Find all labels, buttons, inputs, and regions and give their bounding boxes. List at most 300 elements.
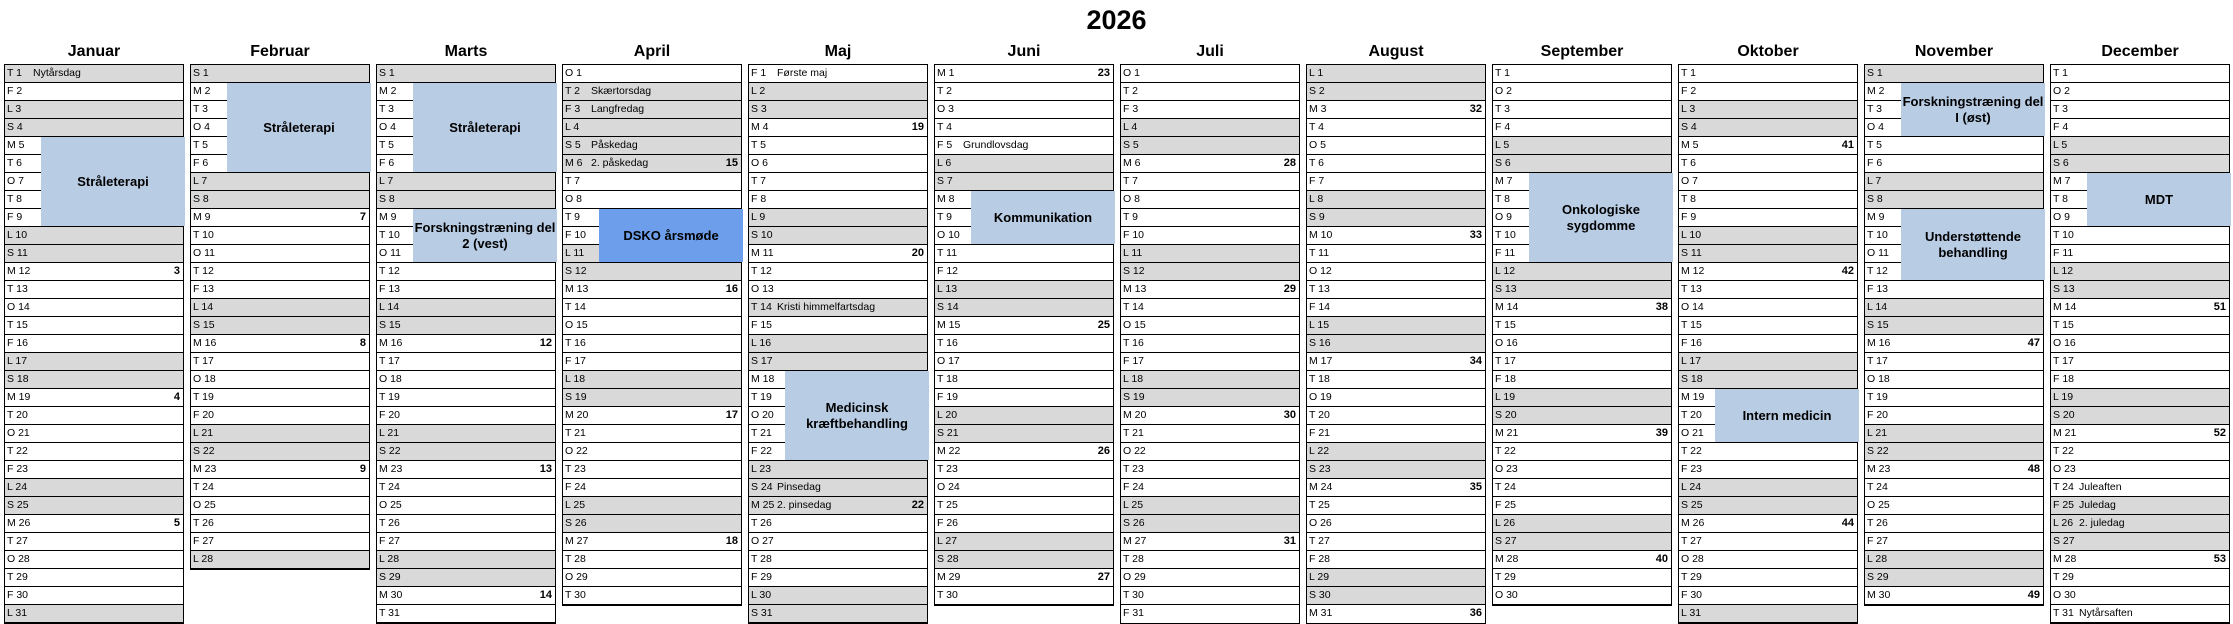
day-row[interactable]	[1679, 533, 1857, 551]
day-row[interactable]	[1121, 515, 1299, 533]
day-row[interactable]	[1679, 191, 1857, 209]
day-row[interactable]	[935, 173, 1113, 191]
day-row[interactable]	[5, 407, 183, 425]
day-row[interactable]	[749, 317, 927, 335]
day-row[interactable]	[191, 281, 369, 299]
day-row[interactable]	[1307, 299, 1485, 317]
day-row[interactable]	[935, 407, 1113, 425]
day-row[interactable]	[1865, 353, 2043, 371]
day-row[interactable]	[1679, 119, 1857, 137]
day-row[interactable]	[1865, 497, 2043, 515]
day-row[interactable]	[563, 317, 741, 335]
day-row[interactable]	[5, 227, 183, 245]
day-row[interactable]	[749, 263, 927, 281]
day-row[interactable]	[2051, 245, 2229, 263]
day-row[interactable]	[1679, 443, 1857, 461]
day-row[interactable]	[2051, 137, 2229, 155]
day-row[interactable]	[5, 389, 183, 407]
day-row[interactable]	[191, 443, 369, 461]
day-row[interactable]	[1493, 119, 1671, 137]
day-row[interactable]	[191, 263, 369, 281]
day-row[interactable]	[2051, 353, 2229, 371]
day-row[interactable]	[191, 353, 369, 371]
day-row[interactable]	[935, 533, 1113, 551]
day-row[interactable]	[1307, 227, 1485, 245]
day-row[interactable]	[1493, 443, 1671, 461]
day-row[interactable]	[563, 155, 741, 173]
event-block[interactable]: DSKO årsmøde	[599, 209, 743, 262]
day-row[interactable]	[5, 65, 183, 83]
day-row[interactable]	[1865, 371, 2043, 389]
day-row[interactable]	[749, 605, 927, 623]
day-row[interactable]	[935, 245, 1113, 263]
day-row[interactable]	[1121, 497, 1299, 515]
day-row[interactable]	[749, 497, 927, 515]
day-row[interactable]	[191, 497, 369, 515]
day-row[interactable]	[2051, 407, 2229, 425]
day-row[interactable]	[1121, 569, 1299, 587]
day-row[interactable]	[377, 335, 555, 353]
day-row[interactable]	[563, 119, 741, 137]
day-row[interactable]	[563, 371, 741, 389]
day-row[interactable]	[1493, 335, 1671, 353]
day-row[interactable]	[563, 479, 741, 497]
day-row[interactable]	[2051, 587, 2229, 605]
day-row[interactable]	[1307, 407, 1485, 425]
day-row[interactable]	[1865, 137, 2043, 155]
day-row[interactable]	[563, 569, 741, 587]
day-row[interactable]	[191, 371, 369, 389]
day-row[interactable]	[1307, 605, 1485, 623]
day-row[interactable]	[935, 83, 1113, 101]
day-row[interactable]	[1307, 425, 1485, 443]
day-row[interactable]	[935, 263, 1113, 281]
day-row[interactable]	[2051, 605, 2229, 623]
day-row[interactable]	[1121, 461, 1299, 479]
day-row[interactable]	[1121, 389, 1299, 407]
day-row[interactable]	[191, 461, 369, 479]
day-row[interactable]	[1307, 335, 1485, 353]
day-row[interactable]	[1493, 497, 1671, 515]
day-row[interactable]	[1679, 461, 1857, 479]
day-row[interactable]	[563, 173, 741, 191]
day-row[interactable]	[935, 371, 1113, 389]
day-row[interactable]	[935, 335, 1113, 353]
day-row[interactable]	[935, 515, 1113, 533]
event-block[interactable]: MDT	[2087, 173, 2231, 226]
day-row[interactable]	[1121, 443, 1299, 461]
day-row[interactable]	[563, 281, 741, 299]
day-row[interactable]	[377, 497, 555, 515]
day-row[interactable]	[2051, 227, 2229, 245]
day-row[interactable]	[5, 317, 183, 335]
day-row[interactable]	[1493, 65, 1671, 83]
day-row[interactable]	[1121, 533, 1299, 551]
day-row[interactable]	[191, 227, 369, 245]
day-row[interactable]	[2051, 569, 2229, 587]
day-row[interactable]	[1121, 245, 1299, 263]
day-row[interactable]	[1307, 119, 1485, 137]
day-row[interactable]	[1307, 281, 1485, 299]
day-row[interactable]	[191, 191, 369, 209]
day-row[interactable]	[1307, 371, 1485, 389]
day-row[interactable]	[1307, 137, 1485, 155]
day-row[interactable]	[1307, 155, 1485, 173]
event-block[interactable]: Kommunikation	[971, 191, 1115, 244]
day-row[interactable]	[1679, 281, 1857, 299]
day-row[interactable]	[1307, 101, 1485, 119]
day-row[interactable]	[2051, 119, 2229, 137]
day-row[interactable]	[2051, 497, 2229, 515]
day-row[interactable]	[749, 209, 927, 227]
day-row[interactable]	[1493, 281, 1671, 299]
day-row[interactable]	[1679, 101, 1857, 119]
day-row[interactable]	[1679, 155, 1857, 173]
day-row[interactable]	[749, 533, 927, 551]
day-row[interactable]	[1679, 245, 1857, 263]
day-row[interactable]	[1493, 407, 1671, 425]
day-row[interactable]	[1121, 83, 1299, 101]
day-row[interactable]	[1307, 83, 1485, 101]
day-row[interactable]	[749, 299, 927, 317]
day-row[interactable]	[1493, 389, 1671, 407]
day-row[interactable]	[1865, 299, 2043, 317]
day-row[interactable]	[2051, 101, 2229, 119]
day-row[interactable]	[935, 101, 1113, 119]
day-row[interactable]	[935, 155, 1113, 173]
day-row[interactable]	[749, 227, 927, 245]
day-row[interactable]	[1865, 191, 2043, 209]
day-row[interactable]	[1121, 587, 1299, 605]
day-row[interactable]	[1679, 317, 1857, 335]
day-row[interactable]	[563, 497, 741, 515]
day-row[interactable]	[5, 443, 183, 461]
day-row[interactable]	[2051, 299, 2229, 317]
day-row[interactable]	[5, 551, 183, 569]
day-row[interactable]	[749, 119, 927, 137]
day-row[interactable]	[1307, 515, 1485, 533]
day-row[interactable]	[191, 515, 369, 533]
day-row[interactable]	[1307, 587, 1485, 605]
day-row[interactable]	[563, 137, 741, 155]
day-row[interactable]	[749, 551, 927, 569]
day-row[interactable]	[377, 281, 555, 299]
day-row[interactable]	[1121, 407, 1299, 425]
day-row[interactable]	[377, 191, 555, 209]
day-row[interactable]	[1865, 317, 2043, 335]
day-row[interactable]	[5, 83, 183, 101]
day-row[interactable]	[1679, 605, 1857, 623]
day-row[interactable]	[1865, 461, 2043, 479]
day-row[interactable]	[377, 605, 555, 623]
day-row[interactable]	[5, 533, 183, 551]
day-row[interactable]	[1121, 137, 1299, 155]
day-row[interactable]	[1121, 119, 1299, 137]
day-row[interactable]	[1493, 425, 1671, 443]
day-row[interactable]	[5, 569, 183, 587]
day-row[interactable]	[1121, 101, 1299, 119]
day-row[interactable]	[1307, 263, 1485, 281]
day-row[interactable]	[191, 479, 369, 497]
day-row[interactable]	[749, 461, 927, 479]
day-row[interactable]	[749, 353, 927, 371]
day-row[interactable]	[2051, 263, 2229, 281]
day-row[interactable]	[1493, 101, 1671, 119]
day-row[interactable]	[2051, 389, 2229, 407]
day-row[interactable]	[191, 245, 369, 263]
day-row[interactable]	[563, 425, 741, 443]
day-row[interactable]	[935, 119, 1113, 137]
day-row[interactable]	[1493, 137, 1671, 155]
event-block[interactable]: Stråleterapi	[413, 83, 557, 172]
day-row[interactable]	[1307, 389, 1485, 407]
day-row[interactable]	[5, 515, 183, 533]
day-row[interactable]	[2051, 335, 2229, 353]
day-row[interactable]	[1679, 569, 1857, 587]
day-row[interactable]	[1679, 263, 1857, 281]
day-row[interactable]	[2051, 83, 2229, 101]
day-row[interactable]	[377, 425, 555, 443]
day-row[interactable]	[2051, 533, 2229, 551]
day-row[interactable]	[1679, 551, 1857, 569]
day-row[interactable]	[191, 533, 369, 551]
day-row[interactable]	[749, 479, 927, 497]
day-row[interactable]	[5, 461, 183, 479]
day-row[interactable]	[5, 587, 183, 605]
day-row[interactable]	[1121, 65, 1299, 83]
day-row[interactable]	[1121, 281, 1299, 299]
day-row[interactable]	[377, 551, 555, 569]
day-row[interactable]	[935, 479, 1113, 497]
day-row[interactable]	[935, 353, 1113, 371]
event-block[interactable]: Forskningstræning del 2 (vest)	[413, 209, 557, 262]
day-row[interactable]	[1121, 191, 1299, 209]
day-row[interactable]	[1307, 461, 1485, 479]
day-row[interactable]	[563, 101, 741, 119]
day-row[interactable]	[749, 101, 927, 119]
day-row[interactable]	[1865, 389, 2043, 407]
day-row[interactable]	[563, 335, 741, 353]
day-row[interactable]	[377, 65, 555, 83]
day-row[interactable]	[1679, 479, 1857, 497]
day-row[interactable]	[1307, 551, 1485, 569]
day-row[interactable]	[749, 83, 927, 101]
day-row[interactable]	[1121, 317, 1299, 335]
day-row[interactable]	[1679, 515, 1857, 533]
day-row[interactable]	[1121, 371, 1299, 389]
day-row[interactable]	[1865, 335, 2043, 353]
day-row[interactable]	[2051, 443, 2229, 461]
day-row[interactable]	[749, 245, 927, 263]
day-row[interactable]	[749, 587, 927, 605]
day-row[interactable]	[5, 263, 183, 281]
event-block[interactable]: Understøttende behandling	[1901, 209, 2045, 280]
day-row[interactable]	[2051, 317, 2229, 335]
day-row[interactable]	[935, 497, 1113, 515]
day-row[interactable]	[377, 353, 555, 371]
day-row[interactable]	[2051, 65, 2229, 83]
day-row[interactable]	[935, 569, 1113, 587]
day-row[interactable]	[1493, 155, 1671, 173]
day-row[interactable]	[191, 173, 369, 191]
day-row[interactable]	[5, 335, 183, 353]
day-row[interactable]	[935, 425, 1113, 443]
day-row[interactable]	[1493, 317, 1671, 335]
day-row[interactable]	[5, 605, 183, 623]
day-row[interactable]	[1679, 137, 1857, 155]
event-block[interactable]: Forskningstræning del I (øst)	[1901, 83, 2045, 136]
event-block[interactable]: Intern medicin	[1715, 389, 1859, 442]
day-row[interactable]	[749, 515, 927, 533]
day-row[interactable]	[563, 443, 741, 461]
day-row[interactable]	[563, 533, 741, 551]
day-row[interactable]	[1679, 173, 1857, 191]
day-row[interactable]	[377, 263, 555, 281]
day-row[interactable]	[563, 263, 741, 281]
day-row[interactable]	[1121, 173, 1299, 191]
day-row[interactable]	[5, 353, 183, 371]
day-row[interactable]	[1307, 191, 1485, 209]
day-row[interactable]	[1307, 533, 1485, 551]
day-row[interactable]	[5, 479, 183, 497]
day-row[interactable]	[1307, 209, 1485, 227]
day-row[interactable]	[563, 353, 741, 371]
day-row[interactable]	[1865, 515, 2043, 533]
day-row[interactable]	[377, 371, 555, 389]
day-row[interactable]	[377, 299, 555, 317]
day-row[interactable]	[563, 83, 741, 101]
day-row[interactable]	[1865, 587, 2043, 605]
event-block[interactable]: Stråleterapi	[41, 137, 185, 226]
day-row[interactable]	[191, 65, 369, 83]
day-row[interactable]	[1493, 353, 1671, 371]
day-row[interactable]	[563, 65, 741, 83]
day-row[interactable]	[2051, 479, 2229, 497]
day-row[interactable]	[1865, 551, 2043, 569]
day-row[interactable]	[2051, 515, 2229, 533]
day-row[interactable]	[749, 281, 927, 299]
day-row[interactable]	[1307, 245, 1485, 263]
day-row[interactable]	[935, 137, 1113, 155]
day-row[interactable]	[2051, 281, 2229, 299]
day-row[interactable]	[191, 407, 369, 425]
day-row[interactable]	[191, 335, 369, 353]
day-row[interactable]	[191, 425, 369, 443]
day-row[interactable]	[1307, 65, 1485, 83]
day-row[interactable]	[935, 551, 1113, 569]
day-row[interactable]	[1121, 335, 1299, 353]
day-row[interactable]	[5, 371, 183, 389]
day-row[interactable]	[563, 299, 741, 317]
day-row[interactable]	[1865, 533, 2043, 551]
day-row[interactable]	[1865, 443, 2043, 461]
day-row[interactable]	[1865, 65, 2043, 83]
day-row[interactable]	[1307, 353, 1485, 371]
event-block[interactable]: Medicinsk kræftbehandling	[785, 371, 929, 460]
day-row[interactable]	[749, 191, 927, 209]
day-row[interactable]	[1865, 155, 2043, 173]
day-row[interactable]	[191, 389, 369, 407]
day-row[interactable]	[377, 443, 555, 461]
day-row[interactable]	[563, 389, 741, 407]
day-row[interactable]	[377, 407, 555, 425]
day-row[interactable]	[1679, 299, 1857, 317]
day-row[interactable]	[2051, 371, 2229, 389]
day-row[interactable]	[1679, 371, 1857, 389]
day-row[interactable]	[749, 173, 927, 191]
day-row[interactable]	[1493, 533, 1671, 551]
day-row[interactable]	[749, 335, 927, 353]
day-row[interactable]	[5, 119, 183, 137]
day-row[interactable]	[1865, 479, 2043, 497]
day-row[interactable]	[1121, 209, 1299, 227]
day-row[interactable]	[377, 569, 555, 587]
day-row[interactable]	[749, 155, 927, 173]
day-row[interactable]	[935, 299, 1113, 317]
day-row[interactable]	[1493, 587, 1671, 605]
day-row[interactable]	[5, 425, 183, 443]
day-row[interactable]	[2051, 425, 2229, 443]
day-row[interactable]	[1307, 569, 1485, 587]
day-row[interactable]	[1679, 227, 1857, 245]
day-row[interactable]	[1307, 443, 1485, 461]
day-row[interactable]	[191, 299, 369, 317]
day-row[interactable]	[2051, 155, 2229, 173]
day-row[interactable]	[191, 317, 369, 335]
day-row[interactable]	[1121, 425, 1299, 443]
day-row[interactable]	[1865, 407, 2043, 425]
day-row[interactable]	[1121, 605, 1299, 623]
day-row[interactable]	[935, 281, 1113, 299]
day-row[interactable]	[5, 245, 183, 263]
day-row[interactable]	[191, 551, 369, 569]
day-row[interactable]	[1865, 569, 2043, 587]
day-row[interactable]	[563, 551, 741, 569]
day-row[interactable]	[5, 299, 183, 317]
day-row[interactable]	[1493, 461, 1671, 479]
day-row[interactable]	[1121, 479, 1299, 497]
day-row[interactable]	[1121, 263, 1299, 281]
day-row[interactable]	[1679, 335, 1857, 353]
day-row[interactable]	[1121, 353, 1299, 371]
day-row[interactable]	[2051, 461, 2229, 479]
day-row[interactable]	[749, 65, 927, 83]
day-row[interactable]	[1121, 551, 1299, 569]
day-row[interactable]	[1121, 299, 1299, 317]
day-row[interactable]	[377, 389, 555, 407]
day-row[interactable]	[563, 191, 741, 209]
day-row[interactable]	[2051, 551, 2229, 569]
day-row[interactable]	[377, 479, 555, 497]
day-row[interactable]	[1679, 587, 1857, 605]
day-row[interactable]	[377, 587, 555, 605]
day-row[interactable]	[1493, 551, 1671, 569]
day-row[interactable]	[377, 173, 555, 191]
event-block[interactable]: Onkologiske sygdomme	[1529, 173, 1673, 262]
day-row[interactable]	[1679, 83, 1857, 101]
day-row[interactable]	[563, 407, 741, 425]
day-row[interactable]	[377, 515, 555, 533]
day-row[interactable]	[1307, 173, 1485, 191]
day-row[interactable]	[1865, 173, 2043, 191]
day-row[interactable]	[5, 101, 183, 119]
event-block[interactable]: Stråleterapi	[227, 83, 371, 172]
day-row[interactable]	[1493, 83, 1671, 101]
day-row[interactable]	[935, 443, 1113, 461]
day-row[interactable]	[1493, 263, 1671, 281]
day-row[interactable]	[1865, 425, 2043, 443]
day-row[interactable]	[377, 317, 555, 335]
